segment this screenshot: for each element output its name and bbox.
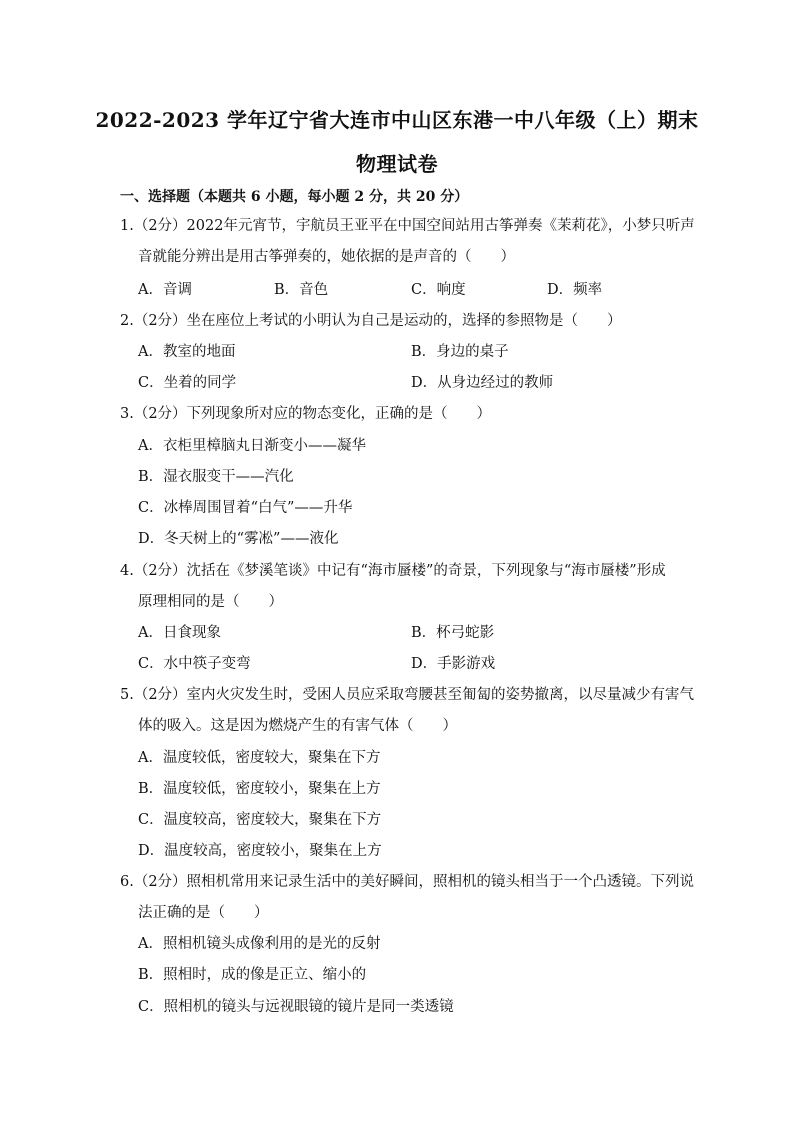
question-1-option-c[interactable]: C．响度: [411, 282, 466, 298]
question-4-option-d[interactable]: D．手影游戏: [411, 656, 496, 672]
question-2-stem: 2.（2分）坐在座位上考试的小明认为自己是运动的，选择的参照物是（ ）: [120, 313, 622, 329]
question-3-option-a[interactable]: A．衣柜里樟脑丸日渐变小——凝华: [138, 438, 366, 454]
question-5-stem: 5.（2分）室内火灾发生时，受困人员应采取弯腰甚至匍匐的姿势撤离，以尽量减少有害气: [120, 687, 695, 703]
question-6-option-a[interactable]: A．照相机镜头成像利用的是光的反射: [138, 936, 381, 952]
question-3-stem: 3.（2分）下列现象所对应的物态变化，正确的是（ ）: [120, 406, 492, 422]
question-1-option-d[interactable]: D．频率: [547, 282, 603, 298]
question-3-option-d[interactable]: D．冬天树上的“雾凇”——液化: [138, 531, 339, 547]
question-1-option-a[interactable]: A．音调: [138, 282, 192, 298]
exam-title-line1: 2022-2023 学年辽宁省大连市中山区东港一中八年级（上）期末: [95, 108, 699, 132]
question-4-option-b[interactable]: B．杯弓蛇影: [411, 625, 495, 641]
question-6-stem-cont: 法正确的是（ ）: [138, 905, 269, 921]
question-6-stem: 6.（2分）照相机常用来记录生活中的美好瞬间，照相机的镜头相当于一个凸透镜。下列说: [120, 874, 695, 890]
question-5-stem-cont: 体的吸入。这是因为燃烧产生的有害气体（ ）: [138, 718, 457, 734]
question-4-option-c[interactable]: C．水中筷子变弯: [138, 656, 251, 672]
question-5-option-a[interactable]: A．温度较低，密度较大，聚集在下方: [138, 750, 381, 766]
question-3-option-b[interactable]: B．湿衣服变干——汽化: [138, 469, 294, 485]
question-1-stem: 1.（2分）2022年元宵节，宇航员王亚平在中国空间站用古筝弹奏《茉莉花》，小梦只听声: [120, 218, 695, 234]
question-4-stem: 4.（2分）沈括在《梦溪笔谈》中记有“海市蜃楼”的奇景，下列现象与“海市蜃楼”形成: [120, 563, 666, 579]
question-2-option-d[interactable]: D．从身边经过的教师: [411, 375, 554, 391]
question-2-option-a[interactable]: A．教室的地面: [138, 344, 236, 360]
section-heading: 一、选择题（本题共 6 小题，每小题 2 分，共 20 分）: [120, 189, 469, 205]
question-4-option-a[interactable]: A．日食现象: [138, 625, 221, 641]
question-4-stem-cont: 原理相同的是（ ）: [138, 594, 283, 610]
exam-title-line2: 物理试卷: [356, 152, 438, 176]
question-1-stem-cont: 音就能分辨出是用古筝弹奏的，她依据的是声音的（ ）: [138, 249, 515, 265]
question-5-option-d[interactable]: D．温度较高，密度较小，聚集在上方: [138, 843, 382, 859]
question-2-option-c[interactable]: C．坐着的同学: [138, 375, 237, 391]
question-1-option-b[interactable]: B．音色: [274, 282, 329, 298]
question-5-option-c[interactable]: C．温度较高，密度较大，聚集在下方: [138, 812, 382, 828]
question-2-option-b[interactable]: B．身边的桌子: [411, 344, 509, 360]
question-5-option-b[interactable]: B．温度较低，密度较小，聚集在上方: [138, 781, 381, 797]
question-6-option-c[interactable]: C．照相机的镜头与远视眼镜的镜片是同一类透镜: [138, 999, 454, 1015]
question-3-option-c[interactable]: C．冰棒周围冒着“白气”——升华: [138, 500, 353, 516]
question-6-option-b[interactable]: B．照相时，成的像是正立、缩小的: [138, 967, 367, 983]
